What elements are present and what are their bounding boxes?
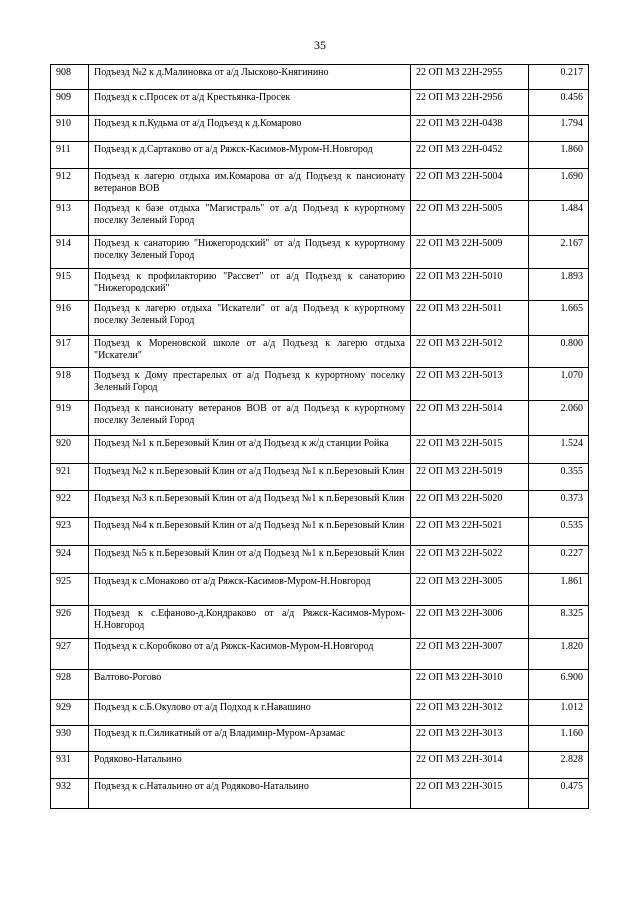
road-length-cell: 1.484 — [529, 201, 589, 236]
row-number-cell: 924 — [51, 546, 89, 574]
row-number-cell: 913 — [51, 201, 89, 236]
road-name-cell: Подъезд к с.Б.Окулово от а/д Подход к г.Навашино — [89, 700, 411, 726]
road-name-cell: Подъезд к с.Натальино от а/д Родяково-Натальино — [89, 779, 411, 809]
road-length-cell: 1.665 — [529, 301, 589, 336]
road-length-cell: 1.012 — [529, 700, 589, 726]
row-number-cell: 914 — [51, 236, 89, 269]
road-code-cell: 22 ОП МЗ 22Н-5004 — [411, 169, 529, 201]
road-code-cell: 22 ОП МЗ 22Н-3005 — [411, 574, 529, 606]
road-code-cell: 22 ОП МЗ 22Н-5019 — [411, 464, 529, 491]
road-code-cell: 22 ОП МЗ 22Н-2955 — [411, 65, 529, 90]
road-name-cell: Подъезд №3 к п.Березовый Клин от а/д Подъезд №1 к п.Березовый Клин — [89, 491, 411, 518]
road-name-cell: Родяково-Натальино — [89, 752, 411, 779]
road-length-cell: 0.456 — [529, 90, 589, 116]
road-code-cell: 22 ОП МЗ 22Н-3013 — [411, 726, 529, 752]
road-name-cell: Подъезд к с.Монаково от а/д Ряжск-Касимов-Муром-Н.Новгород — [89, 574, 411, 606]
road-name-cell: Подъезд к лагерю отдыха им.Комарова от а/д Подъезд к пансионату ветеранов ВОВ — [89, 169, 411, 201]
road-length-cell: 1.860 — [529, 142, 589, 169]
row-number-cell: 928 — [51, 670, 89, 700]
road-code-cell: 22 ОП МЗ 22Н-5010 — [411, 269, 529, 301]
row-number-cell: 927 — [51, 639, 89, 670]
road-code-cell: 22 ОП МЗ 22Н-3006 — [411, 606, 529, 639]
road-name-cell: Подъезд к п.Кудьма от а/д Подъезд к д.Комарово — [89, 116, 411, 142]
table-row — [51, 779, 589, 809]
road-length-cell: 0.373 — [529, 491, 589, 518]
road-code-cell: 22 ОП МЗ 22Н-5005 — [411, 201, 529, 236]
table-row — [51, 518, 589, 546]
road-table-body — [51, 65, 589, 809]
table-row — [51, 336, 589, 368]
table-row — [51, 726, 589, 752]
road-name-cell: Подъезд к с.Ефаново-д.Кондраково от а/д Ряжск-Касимов-Муром-Н.Новгород — [89, 606, 411, 639]
road-name-cell: Подъезд к базе отдыха "Магистраль" от а/д Подъезд к курортному поселку Зеленый Город — [89, 201, 411, 236]
road-code-cell: 22 ОП МЗ 22Н-2956 — [411, 90, 529, 116]
row-number-cell: 926 — [51, 606, 89, 639]
table-row — [51, 169, 589, 201]
row-number-cell: 912 — [51, 169, 89, 201]
road-code-cell: 22 ОП МЗ 22Н-5009 — [411, 236, 529, 269]
road-length-cell: 1.524 — [529, 436, 589, 464]
road-name-cell: Подъезд к Дому престарелых от а/д Подъезд к курортному поселку Зеленый Город — [89, 368, 411, 401]
table-row — [51, 142, 589, 169]
row-number-cell: 931 — [51, 752, 89, 779]
table-row — [51, 436, 589, 464]
row-number-cell: 911 — [51, 142, 89, 169]
road-name-cell: Подъезд №2 к д.Малиновка от а/д Лысково-Княгинино — [89, 65, 411, 90]
road-length-cell: 1.794 — [529, 116, 589, 142]
road-length-cell: 1.070 — [529, 368, 589, 401]
row-number-cell: 916 — [51, 301, 89, 336]
row-number-cell: 909 — [51, 90, 89, 116]
road-code-cell: 22 ОП МЗ 22Н-5021 — [411, 518, 529, 546]
road-length-cell: 1.690 — [529, 169, 589, 201]
table-row — [51, 606, 589, 639]
table-row — [51, 201, 589, 236]
row-number-cell: 915 — [51, 269, 89, 301]
table-row — [51, 639, 589, 670]
road-length-cell: 0.535 — [529, 518, 589, 546]
road-name-cell: Подъезд к д.Сартаково от а/д Ряжск-Касимов-Муром-Н.Новгород — [89, 142, 411, 169]
row-number-cell: 925 — [51, 574, 89, 606]
table-row — [51, 116, 589, 142]
table-row — [51, 368, 589, 401]
road-length-cell: 0.475 — [529, 779, 589, 809]
road-name-cell: Валтово-Рогово — [89, 670, 411, 700]
row-number-cell: 917 — [51, 336, 89, 368]
road-length-cell: 0.217 — [529, 65, 589, 90]
road-length-cell: 2.167 — [529, 236, 589, 269]
road-code-cell: 22 ОП МЗ 22Н-5012 — [411, 336, 529, 368]
road-code-cell: 22 ОП МЗ 22Н-3007 — [411, 639, 529, 670]
road-length-cell: 1.861 — [529, 574, 589, 606]
road-name-cell: Подъезд №4 к п.Березовый Клин от а/д Подъезд №1 к п.Березовый Клин — [89, 518, 411, 546]
road-name-cell: Подъезд к профилакторию "Рассвет" от а/д Подъезд к санаторию "Нижегородский" — [89, 269, 411, 301]
road-code-cell: 22 ОП МЗ 22Н-5020 — [411, 491, 529, 518]
table-row — [51, 752, 589, 779]
table-row — [51, 700, 589, 726]
road-code-cell: 22 ОП МЗ 22Н-5022 — [411, 546, 529, 574]
road-name-cell: Подъезд к с.Коробково от а/д Ряжск-Касимов-Муром-Н.Новгород — [89, 639, 411, 670]
road-length-cell: 1.893 — [529, 269, 589, 301]
road-code-cell: 22 ОП МЗ 22Н-0452 — [411, 142, 529, 169]
table-row — [51, 491, 589, 518]
road-name-cell: Подъезд №1 к п.Березовый Клин от а/д Подъезд к ж/д станции Ройка — [89, 436, 411, 464]
road-code-cell: 22 ОП МЗ 22Н-0438 — [411, 116, 529, 142]
row-number-cell: 929 — [51, 700, 89, 726]
road-code-cell: 22 ОП МЗ 22Н-5013 — [411, 368, 529, 401]
road-length-cell: 6.900 — [529, 670, 589, 700]
page-number: 35 — [314, 38, 326, 52]
road-name-cell: Подъезд к санаторию "Нижегородский" от а/д Подъезд к курортному поселку Зеленый Город — [89, 236, 411, 269]
table-row — [51, 401, 589, 436]
row-number-cell: 923 — [51, 518, 89, 546]
table-row — [51, 269, 589, 301]
row-number-cell: 919 — [51, 401, 89, 436]
road-length-cell: 0.800 — [529, 336, 589, 368]
road-name-cell: Подъезд к с.Просек от а/д Крестьянка-Просек — [89, 90, 411, 116]
road-length-cell: 2.060 — [529, 401, 589, 436]
row-number-cell: 918 — [51, 368, 89, 401]
table-row — [51, 65, 589, 90]
road-code-cell: 22 ОП МЗ 22Н-3015 — [411, 779, 529, 809]
road-length-cell: 1.160 — [529, 726, 589, 752]
table-row — [51, 464, 589, 491]
road-name-cell: Подъезд к Мореновской школе от а/д Подъезд к лагерю отдыха "Искатели" — [89, 336, 411, 368]
road-name-cell: Подъезд к лагерю отдыха "Искатели" от а/д Подъезд к курортному поселку Зеленый Город — [89, 301, 411, 336]
road-name-cell: Подъезд №5 к п.Березовый Клин от а/д Подъезд №1 к п.Березовый Клин — [89, 546, 411, 574]
road-length-cell: 0.227 — [529, 546, 589, 574]
row-number-cell: 922 — [51, 491, 89, 518]
road-name-cell: Подъезд к пансионату ветеранов ВОВ от а/д Подъезд к курортному поселку Зеленый Город — [89, 401, 411, 436]
road-name-cell: Подъезд №2 к п.Березовый Клин от а/д Подъезд №1 к п.Березовый Клин — [89, 464, 411, 491]
road-length-cell: 2.828 — [529, 752, 589, 779]
road-code-cell: 22 ОП МЗ 22Н-5015 — [411, 436, 529, 464]
road-length-cell: 1.820 — [529, 639, 589, 670]
road-name-cell: Подъезд к п.Силикатный от а/д Владимир-Муром-Арзамас — [89, 726, 411, 752]
road-code-cell: 22 ОП МЗ 22Н-5011 — [411, 301, 529, 336]
table-row — [51, 301, 589, 336]
table-row — [51, 546, 589, 574]
row-number-cell: 930 — [51, 726, 89, 752]
road-code-cell: 22 ОП МЗ 22Н-3014 — [411, 752, 529, 779]
road-length-cell: 0.355 — [529, 464, 589, 491]
table-row — [51, 670, 589, 700]
row-number-cell: 908 — [51, 65, 89, 90]
road-code-cell: 22 ОП МЗ 22Н-3010 — [411, 670, 529, 700]
row-number-cell: 910 — [51, 116, 89, 142]
table-row — [51, 90, 589, 116]
row-number-cell: 920 — [51, 436, 89, 464]
road-table — [50, 64, 589, 809]
road-code-cell: 22 ОП МЗ 22Н-5014 — [411, 401, 529, 436]
table-row — [51, 236, 589, 269]
road-length-cell: 8.325 — [529, 606, 589, 639]
table-row — [51, 574, 589, 606]
row-number-cell: 921 — [51, 464, 89, 491]
row-number-cell: 932 — [51, 779, 89, 809]
road-code-cell: 22 ОП МЗ 22Н-3012 — [411, 700, 529, 726]
